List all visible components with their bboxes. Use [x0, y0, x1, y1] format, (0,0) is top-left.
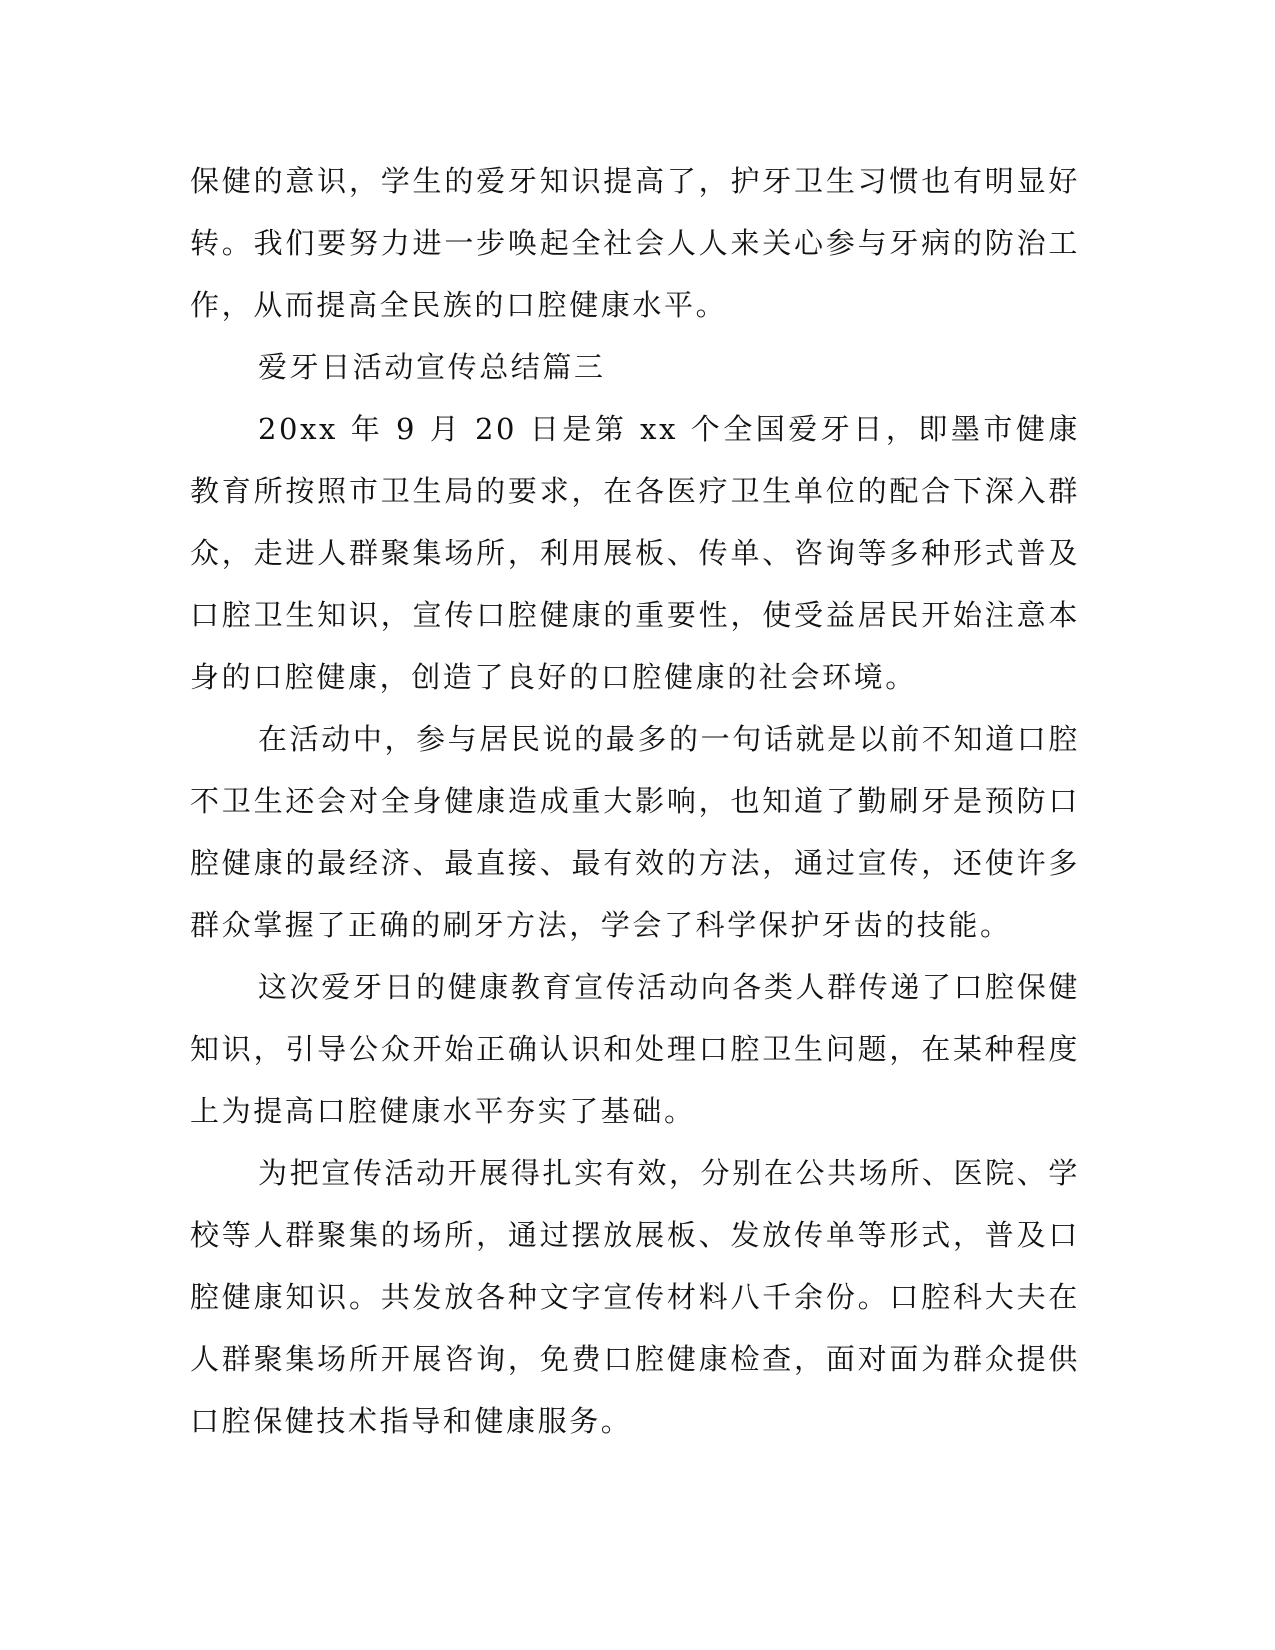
paragraph-1: 20xx 年 9 月 20 日是第 xx 个全国爱牙日，即墨市健康教育所按照市卫生局的要求，在各医疗卫生单位的配合下深入群众，走进人群聚集场所，利用展板、传单、咨询等多种形式普及口腔卫生知识，宣传口腔健康的重要性，使受益居民开始注意本身的口腔健康，创造了良好的口腔健康的社会环境。 [190, 412, 1080, 694]
document-body [190, 150, 1080, 1452]
paragraph-4: 为把宣传活动开展得扎实有效，分别在公共场所、医院、学校等人群聚集的场所，通过摆放展板、发放传单等形式，普及口腔健康知识。共发放各种文字宣传材料八千余份。口腔科大夫在人群聚集场所开展咨询，免费口腔健康检查，面对面为群众提供口腔保健技术指导和健康服务。 [190, 1156, 1080, 1438]
continuation-paragraph: 保健的意识，学生的爱牙知识提高了，护牙卫生习惯也有明显好转。我们要努力进一步唤起全社会人人来关心参与牙病的防治工作，从而提高全民族的口腔健康水平。 [190, 164, 1080, 322]
paragraph-3: 这次爱牙日的健康教育宣传活动向各类人群传递了口腔保健知识，引导公众开始正确认识和处理口腔卫生问题，在某种程度上为提高口腔健康水平夯实了基础。 [190, 970, 1080, 1128]
paragraph-2: 在活动中，参与居民说的最多的一句话就是以前不知道口腔不卫生还会对全身健康造成重大影响，也知道了勤刷牙是预防口腔健康的最经济、最直接、最有效的方法，通过宣传，还使许多群众掌握了正确的刷牙方法，学会了科学保护牙齿的技能。 [190, 722, 1080, 942]
section-title: 爱牙日活动宣传总结篇三 [258, 350, 606, 384]
